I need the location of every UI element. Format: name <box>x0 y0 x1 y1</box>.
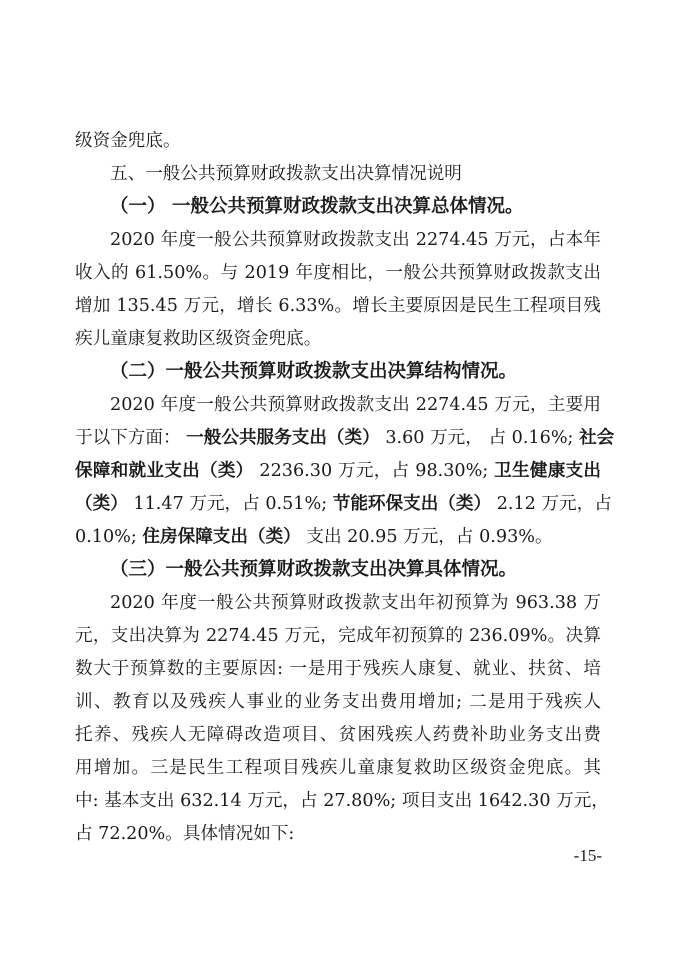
text-run: 支出 20.95 万元，占 0.93%。 <box>306 527 553 547</box>
section-heading: 五、一般公共预算财政拨款支出决算情况说明 <box>110 164 462 184</box>
paragraph-line: 疾儿童康复救助区级资金兜底。 <box>75 329 322 349</box>
paragraph-line <box>75 423 615 453</box>
subsection-heading: （三）一般公共预算财政拨款支出决算具体情况。 <box>110 559 518 580</box>
text-run: 11.47 万元，占 0.51%; <box>133 494 328 514</box>
category-name: （类） <box>75 493 128 514</box>
subsection-heading: （二）一般公共预算财政拨款支出决算结构情况。 <box>110 361 518 382</box>
page-number: -15- <box>573 846 602 865</box>
text-run: 2.12 万元，占 <box>496 494 612 514</box>
text-run: 0.10%; <box>75 527 137 547</box>
text-run: 3.60 万元， 占 0.16%; <box>385 428 574 448</box>
paragraph-line: 2020 年度一般公共预算财政拨款支出 2274.45 万元，主要用 <box>110 395 601 415</box>
category-name: 住房保障支出（类） <box>142 526 301 547</box>
paragraph-line: 用增加。三是民生工程项目残疾儿童康复救助区级资金兜底。其 <box>75 758 601 778</box>
category-name: 节能环保支出（类） <box>332 493 492 514</box>
category-name: 卫生健康支出 <box>494 460 601 481</box>
paragraph-line: 2020 年度一般公共预算财政拨款支出年初预算为 963.38 万 <box>110 593 601 613</box>
paragraph-line: 收入的 61.50%。与 2019 年度相比，一般公共预算财政拨款支出 <box>75 263 601 283</box>
paragraph-line: 托养、残疾人无障碍改造项目、贫困残疾人药费补助业务支出费 <box>75 725 601 745</box>
paragraph-line: 中: 基本支出 632.14 万元，占 27.80%; 项目支出 1642.30 万元， <box>75 791 609 811</box>
subsection-heading: （一） 一般公共预算财政拨款支出决算总体情况。 <box>110 196 524 217</box>
category-name: 一般公共服务支出（类） <box>186 427 380 448</box>
text-line: 级资金兜底。 <box>75 131 181 151</box>
paragraph-line: 增加 135.45 万元，增长 6.33%。增长主要原因是民生工程项目残 <box>75 296 601 316</box>
category-name: 社会 <box>579 427 615 448</box>
text-run: 于以下方面： <box>75 428 181 448</box>
paragraph-line <box>75 489 612 519</box>
category-name: 保障和就业支出（类） <box>75 460 254 481</box>
paragraph-line: 元，支出决算为 2274.45 万元，完成年初预算的 236.09%。决算 <box>75 626 601 646</box>
paragraph-line <box>75 456 601 486</box>
text-run: 2236.30 万元，占 98.30%; <box>259 461 489 481</box>
paragraph-line: 训、教育以及残疾人事业的业务支出费用增加; 二是用于残疾人 <box>75 692 601 712</box>
paragraph-line: 数大于预算数的主要原因: 一是用于残疾人康复、就业、扶贫、培 <box>75 659 601 679</box>
paragraph-line: 2020 年度一般公共预算财政拨款支出 2274.45 万元，占本年 <box>110 230 601 250</box>
paragraph-line <box>75 522 601 552</box>
paragraph-line: 占 72.20%。具体情况如下: <box>75 824 295 844</box>
